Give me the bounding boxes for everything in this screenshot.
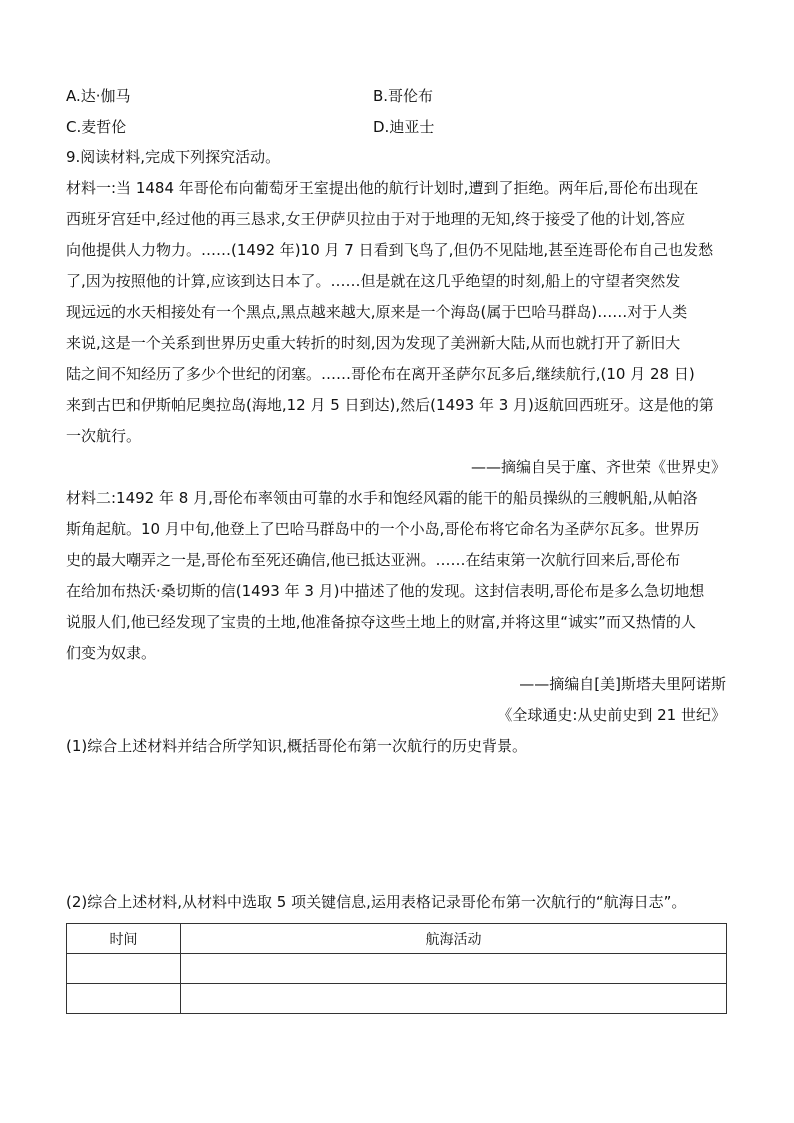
table-row [67,984,727,1014]
sub-question-2: (2)综合上述材料,从材料中选取 5 项关键信息,运用表格记录哥伦布第一次航行的“航海日志”。 [66,893,687,911]
material2-line: 说服人们,他已经发现了宝贵的土地,他准备掠夺这些土地上的财富,并将这里“诚实”而又热情的人 [66,613,696,631]
option-b: B.哥伦布 [373,87,434,105]
material1-line: 现远远的水天相接处有一个黑点,黑点越来越大,原来是一个海岛(属于巴哈马群岛)……对于人类 [66,303,688,321]
material1-source: ——摘编自吴于廑、齐世荣《世界史》 [470,458,726,476]
sub-question-1: (1)综合上述材料并结合所学知识,概括哥伦布第一次航行的历史背景。 [66,737,528,755]
material2-line: 在给加布热沃·桑切斯的信(1493 年 3 月)中描述了他的发现。这封信表明,哥伦布是多么急切地想 [66,582,705,600]
option-a: A.达·伽马 [66,87,131,105]
material2-line: 材料二:1492 年 8 月,哥伦布率领由可靠的水手和饱经风霜的能干的船员操纵的三艘帆船,从帕洛 [66,489,698,507]
material1-line: 来到古巴和伊斯帕尼奥拉岛(海地,12 月 5 日到达),然后(1493 年 3 月)返航回西班牙。这是他的第 [66,396,714,414]
time-cell[interactable] [67,954,181,984]
material1-line: 一次航行。 [66,427,142,445]
header-time: 时间 [67,924,181,954]
material1-line: 材料一:当 1484 年哥伦布向葡萄牙王室提出他的航行计划时,遭到了拒绝。两年后,哥伦布出现在 [66,179,699,197]
navigation-log-table [66,923,727,1014]
option-d: D.迪亚士 [373,118,435,136]
option-c: C.麦哲伦 [66,118,127,136]
header-activity: 航海活动 [181,924,727,954]
material1-line: 了,因为按照他的计算,应该到达日本了。……但是就在这几乎绝望的时刻,船上的守望者突然发 [66,272,681,290]
activity-cell[interactable] [181,984,727,1014]
material2-line: 们变为奴隶。 [66,644,157,662]
material2-line: 史的最大嘲弄之一是,哥伦布至死还确信,他已抵达亚洲。……在结束第一次航行回来后,哥伦布 [66,551,681,569]
material2-source-book: 《全球通史:从史前史到 21 世纪》 [497,706,726,724]
material1-line: 向他提供人力物力。……(1492 年)10 月 7 日看到飞鸟了,但仍不见陆地,甚至连哥伦布自己也发愁 [66,241,714,259]
activity-cell[interactable] [181,954,727,984]
question-title: 9.阅读材料,完成下列探究活动。 [66,148,281,166]
time-cell[interactable] [67,984,181,1014]
table-header-row [67,924,727,954]
material1-line: 陆之间不知经历了多少个世纪的闭塞。……哥伦布在离开圣萨尔瓦多后,继续航行,(10 月 28 日) [66,365,695,383]
material2-source-author: ——摘编自[美]斯塔夫里阿诺斯 [519,675,726,693]
material2-line: 斯角起航。10 月中旬,他登上了巴哈马群岛中的一个小岛,哥伦布将它命名为圣萨尔瓦多。世界历 [66,520,700,538]
table-row [67,954,727,984]
material1-line: 西班牙宫廷中,经过他的再三恳求,女王伊萨贝拉由于对于地理的无知,终于接受了他的计划,答应 [66,210,686,228]
material1-line: 来说,这是一个关系到世界历史重大转折的时刻,因为发现了美洲新大陆,从而也就打开了新旧大 [66,334,681,352]
